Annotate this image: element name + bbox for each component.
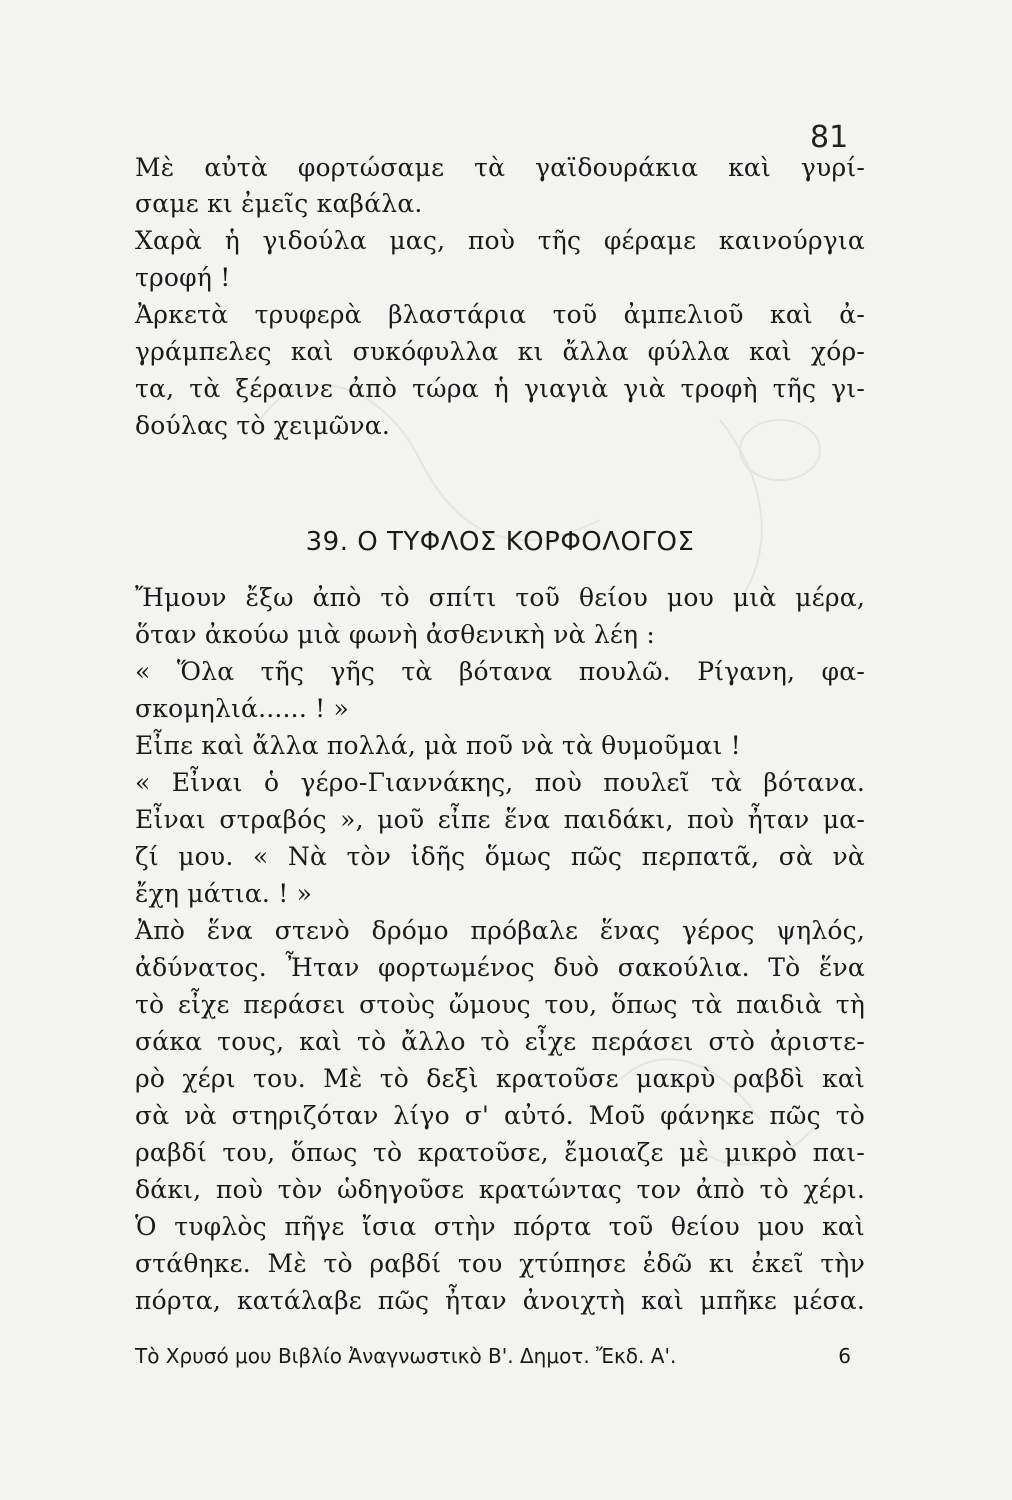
text-line: σαμε κι ἐμεῖς καβάλα. (135, 189, 423, 218)
text-line: ζί μου. « Νὰ τὸν ἰδῆς ὅμως πῶς περπατᾶ, σὰ νὰ (135, 842, 865, 871)
text-line: Ἀπὸ ἕνα στενὸ δρόμο πρόβαλε ἕνας γέρος ψηλός, (135, 916, 865, 945)
text-line: τὸ εἶχε περάσει στοὺς ὤμους του, ὅπως τὰ παιδιὰ τὴ (135, 990, 865, 1019)
text-line: Μὲ αὐτὰ φορτώσαμε τὰ γαϊδουράκια καὶ γυρί- (135, 153, 865, 182)
text-line: δάκι, ποὺ τὸν ὡδηγοῦσε κρατώντας τον ἀπὸ τὸ χέρι. (135, 1175, 865, 1204)
text-line: Εἶναι στραβός », μοῦ εἶπε ἕνα παιδάκι, ποὺ ἦταν μα- (135, 805, 865, 834)
text-line: γράμπελες καὶ συκόφυλλα κι ἄλλα φύλλα καὶ χόρ- (135, 337, 865, 366)
text-line: δούλας τὸ χειμῶνα. (135, 411, 390, 440)
page-number: 81 (810, 120, 849, 155)
text-line: « Ὅλα τῆς γῆς τὰ βότανα πουλῶ. Ρίγανη, φα- (135, 657, 865, 686)
footer-credit: Τὸ Χρυσό μου Βιβλίο Ἀναγνωστικὸ Β'. Δημοτ. Ἔκδ. Α'. (135, 1344, 677, 1368)
text-line: σὰ νὰ στηριζόταν λίγο σ' αὐτό. Μοῦ φάνηκε πῶς τὸ (135, 1101, 865, 1130)
text-line: ραβδί του, ὅπως τὸ κρατοῦσε, ἔμοιαζε μὲ μικρὸ παι- (135, 1138, 865, 1167)
page-footer (135, 1340, 865, 1372)
text-line: ὅταν ἀκούω μιὰ φωνὴ ἀσθενικὴ νὰ λέη : (135, 620, 655, 649)
text-line: Ἀρκετὰ τρυφερὰ βλαστάρια τοῦ ἀμπελιοῦ καὶ ἀ- (135, 300, 865, 329)
text-line: τροφή ! (135, 263, 231, 292)
text-line: Ἤμουν ἔξω ἀπὸ τὸ σπίτι τοῦ θείου μου μιὰ μέρα, (135, 583, 865, 612)
text-line: ἔχη μάτια. ! » (135, 879, 313, 908)
text-line: « Εἶναι ὁ γέρο-Γιαννάκης, ποὺ πουλεῖ τὰ βότανα. (135, 768, 865, 797)
signature-mark: 6 (838, 1344, 851, 1368)
text-line: Χαρὰ ἡ γιδούλα μας, ποὺ τῆς φέραμε καινούργια (135, 226, 865, 255)
text-line: ἀδύνατος. Ἦταν φορτωμένος δυὸ σακούλια. Τὸ ἕνα (135, 953, 865, 982)
text-line: στάθηκε. Μὲ τὸ ραβδί του χτύπησε ἐδῶ κι ἐκεῖ τὴν (135, 1249, 865, 1278)
text-line: Εἶπε καὶ ἄλλα πολλά, μὰ ποῦ νὰ τὰ θυμοῦμαι ! (135, 731, 741, 760)
section-heading: 39. Ο ΤΥΦΛΟΣ ΚΟΡΦΟΛΟΓΟΣ (305, 527, 695, 557)
text-line: Ὁ τυφλὸς πῆγε ἴσια στὴν πόρτα τοῦ θείου μου καὶ (135, 1212, 865, 1241)
text-line: ρὸ χέρι του. Μὲ τὸ δεξὶ κρατοῦσε μακρὺ ραβδὶ καὶ (135, 1064, 865, 1093)
text-line: τα, τὰ ξέραινε ἀπὸ τώρα ἡ γιαγιὰ γιὰ τροφὴ τῆς γι- (135, 374, 865, 403)
text-line: σάκα τους, καὶ τὸ ἄλλο τὸ εἶχε περάσει στὸ ἀριστε- (135, 1027, 865, 1056)
text-line: πόρτα, κατάλαβε πῶς ἦταν ἀνοιχτὴ καὶ μπῆκε μέσα. (135, 1286, 865, 1315)
text-line: σκομηλιά...... ! » (135, 694, 350, 723)
